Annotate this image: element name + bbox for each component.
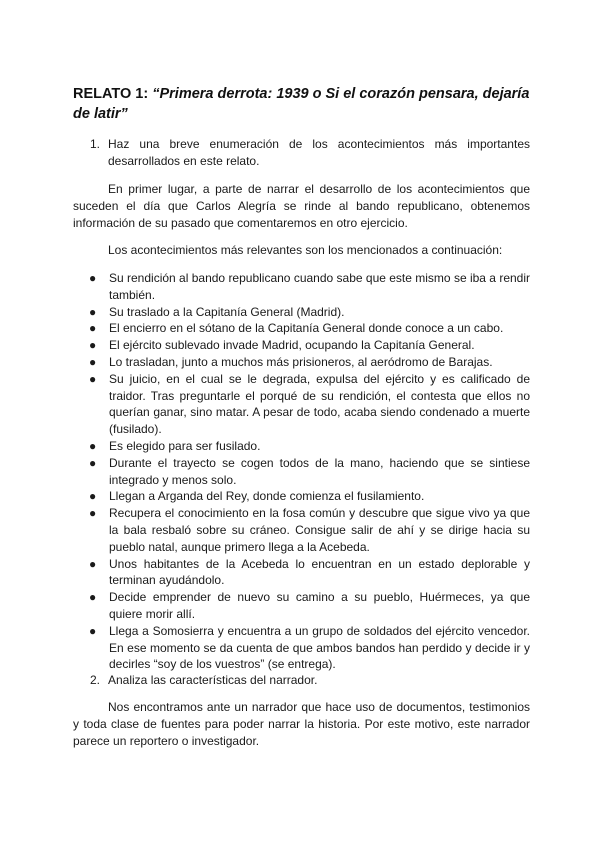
question-2-number: 2. <box>90 673 101 687</box>
heading-prefix: RELATO 1: <box>73 86 153 102</box>
question-1 <box>90 136 530 170</box>
heading-title: “Primera derrota: 1939 o Si el corazón pensara, dejaría de latir” <box>73 86 530 122</box>
bullet-icon: ● <box>89 438 97 453</box>
bullet-icon: ● <box>89 556 97 571</box>
bullet-icon: ● <box>89 371 97 386</box>
story-heading <box>73 84 533 124</box>
events-list <box>88 270 530 673</box>
bullet-icon: ● <box>89 590 97 605</box>
paragraph-narrator: Nos encontramos ante un narrador que hace uso de documentos, testimonios y toda clase de fuentes para poder narrar la historia. Por este motivo, este narrador parece un reportero o investigador. <box>73 700 530 748</box>
list-item: ● Decide emprender de nuevo su camino a su pueblo, Huérmeces, ya que quiere morir allí. <box>89 590 530 621</box>
list-item: ● El ejército sublevado invade Madrid, ocupando la Capitanía General. <box>89 338 475 353</box>
question-2 <box>90 672 530 689</box>
bullet-icon: ● <box>89 321 97 336</box>
list-item: ● Su traslado a la Capitanía General (Madrid). <box>89 304 345 319</box>
paragraph-list-intro: Los acontecimientos más relevantes son los mencionados a continuación: <box>108 243 503 257</box>
bullet-icon: ● <box>89 506 97 521</box>
list-item: ● Llega a Somosierra y encuentra a un grupo de soldados del ejército vencedor. En ese momento se da cuenta de que ambos bandos han perdido y decide ir y decirles “soy de los vuestros” (se entrega). <box>89 623 530 672</box>
question-1-text: Haz una breve enumeración de los acontecimientos más importantes desarrollados en este relato. <box>108 137 530 168</box>
list-item: ● Su juicio, en el cual se le degrada, expulsa del ejército y es calificado de traidor. Tras preguntarle el porqué de su rendición, el contesta que ellos no querían ganar, sino matar. A pesar de todo, acaba siendo condenado a muerte (fusilado). <box>89 371 530 437</box>
bullet-icon: ● <box>89 455 97 470</box>
list-item: ● Durante el trayecto se cogen todos de la mano, haciendo que se sintiese integrado y menos solo. <box>89 455 530 487</box>
list-item: ● Recupera el conocimiento en la fosa común y descubre que sigue vivo ya que la bala resbaló sobre su cráneo. Consigue salir de ahí y se dirige hacia su pueblo natal, aunque primero llega a la Acebeda. <box>89 506 530 554</box>
bullet-icon: ● <box>89 304 97 319</box>
list-item: ● El encierro en el sótano de la Capitanía General donde conoce a un cabo. <box>89 321 504 336</box>
bullet-icon: ● <box>89 623 97 638</box>
bullet-icon: ● <box>89 489 97 504</box>
list-item: ● Unos habitantes de la Acebeda lo encuentran en un estado deplorable y terminan ayudándolo. <box>89 556 530 588</box>
list-item: ● Es elegido para ser fusilado. <box>89 438 261 453</box>
question-2-text: Analiza las características del narrador. <box>108 673 318 687</box>
bullet-icon: ● <box>89 354 97 369</box>
bullet-icon: ● <box>89 338 97 353</box>
list-item: ● Su rendición al bando republicano cuando sabe que este mismo se iba a rendir también. <box>89 271 530 302</box>
list-item: ● Llegan a Arganda del Rey, donde comienza el fusilamiento. <box>89 489 425 504</box>
list-item: ● Lo trasladan, junto a muchos más prisioneros, al aeródromo de Barajas. <box>89 354 493 369</box>
bullet-icon: ● <box>89 271 97 285</box>
paragraph-intro: En primer lugar, a parte de narrar el desarrollo de los acontecimientos que suceden el día que Carlos Alegría se rinde al bando republicano, obtenemos información de su pasado que comentaremos en otro ejercicio. <box>73 182 530 230</box>
question-1-number: 1. <box>90 137 101 151</box>
